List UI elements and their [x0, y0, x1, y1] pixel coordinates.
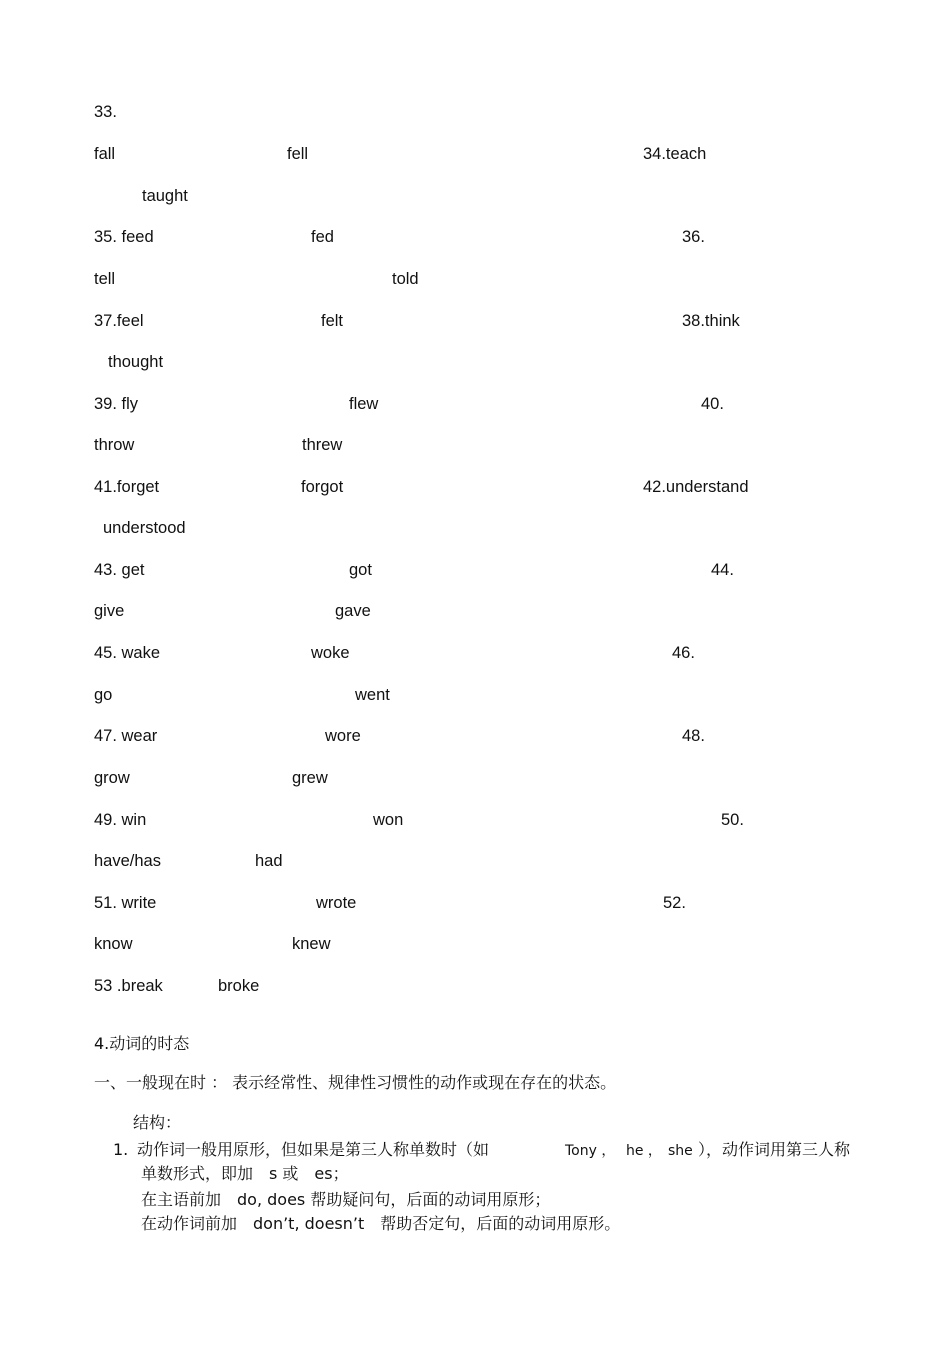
verb-past: understood: [103, 519, 186, 537]
verb-past: woke: [311, 644, 350, 662]
verb-base: 53 .break: [94, 977, 163, 995]
verb-base: have/has: [94, 852, 161, 870]
verb-base: 45. wake: [94, 644, 161, 662]
verb-base: 41.forget: [94, 478, 160, 496]
verb-base: know: [94, 935, 133, 953]
verb-number: 50.: [721, 811, 744, 829]
verb-number: 36.: [682, 228, 705, 246]
subsection-heading: 一、一般现在时 ： 表示经常性、规律性习惯性的动作或现在存在的状态。: [94, 1073, 617, 1092]
verb-past: gave: [335, 602, 371, 620]
verb-past: forgot: [301, 478, 344, 496]
verb-past: grew: [292, 769, 328, 787]
verb-past: flew: [349, 395, 379, 413]
structure-label: 结构：: [133, 1113, 182, 1132]
example-word: she: [668, 1143, 693, 1159]
list-item-text: ），动作词用第三人称: [698, 1140, 851, 1159]
verb-number: 52.: [663, 894, 686, 912]
verb-number: 48.: [682, 727, 705, 745]
verb-base: 35. feed: [94, 228, 154, 246]
verb-base: 42.understand: [643, 478, 749, 496]
verb-number: 40.: [701, 395, 724, 413]
verb-base: 39. fly: [94, 395, 139, 413]
verb-past: felt: [321, 312, 344, 330]
list-item-text: 在主语前加 do, does 帮助疑问句，后面的动词用原形；: [141, 1190, 551, 1209]
verb-base: 49. win: [94, 811, 147, 829]
list-item-text: 单数形式，即加 s 或 es；: [141, 1164, 349, 1183]
verb-number: 33.: [94, 103, 117, 121]
verb-base: 43. get: [94, 561, 145, 579]
list-item-text: 在动作词前加 don’t, doesn’t 帮助否定句，后面的动词用原形。: [141, 1214, 621, 1233]
verb-past: wore: [325, 727, 361, 745]
verb-base: 51. write: [94, 894, 157, 912]
verb-past: taught: [142, 187, 188, 205]
verb-base: tell: [94, 270, 116, 288]
example-word: Tony ，: [565, 1143, 616, 1159]
verb-past: broke: [218, 977, 260, 995]
verb-number: 44.: [711, 561, 734, 579]
verb-base: go: [94, 686, 113, 704]
verb-base: 47. wear: [94, 727, 158, 745]
verb-base: 38.think: [682, 312, 740, 330]
verb-past: threw: [302, 436, 343, 454]
verb-base: throw: [94, 436, 135, 454]
verb-base: 37.feel: [94, 312, 144, 330]
section-heading: 4.动词的时态: [94, 1034, 190, 1053]
verb-number: 46.: [672, 644, 695, 662]
verb-past: fed: [311, 228, 334, 246]
verb-past: had: [255, 852, 283, 870]
example-word: he ，: [626, 1143, 662, 1159]
verb-past: went: [355, 686, 390, 704]
verb-base: fall: [94, 145, 116, 163]
verb-past: thought: [108, 353, 164, 371]
verb-base: grow: [94, 769, 130, 787]
verb-base: give: [94, 602, 125, 620]
verb-base: 34.teach: [643, 145, 707, 163]
verb-past: wrote: [316, 894, 357, 912]
list-item-text: 动作词一般用原形，但如果是第三人称单数时（如: [137, 1140, 490, 1159]
verb-past: knew: [292, 935, 331, 953]
verb-past: won: [373, 811, 404, 829]
list-number: 1.: [113, 1140, 129, 1159]
verb-past: got: [349, 561, 372, 579]
verb-past: fell: [287, 145, 309, 163]
verb-past: told: [392, 270, 419, 288]
